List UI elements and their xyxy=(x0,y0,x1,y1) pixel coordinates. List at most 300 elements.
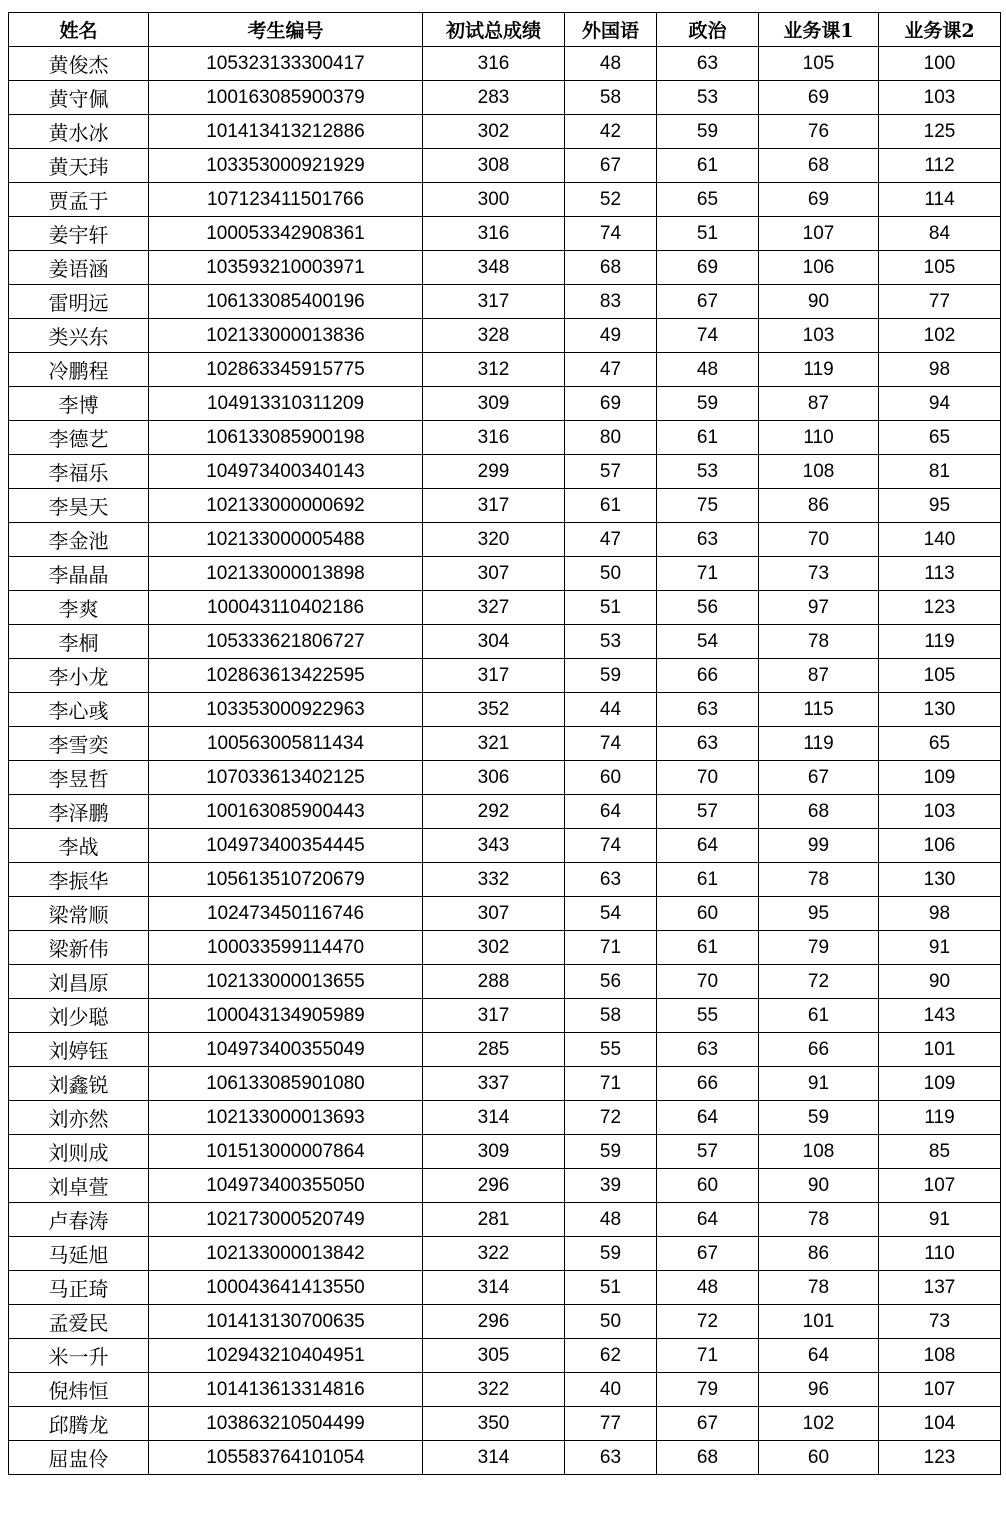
name-cell: 李桐 xyxy=(9,625,149,659)
candidate-id-cell: 100053342908361 xyxy=(149,217,423,251)
major-course-2-cell: 95 xyxy=(879,489,1001,523)
total-score-cell: 317 xyxy=(423,659,565,693)
major-course-1-cell: 59 xyxy=(759,1101,879,1135)
politics-cell: 63 xyxy=(657,727,759,761)
candidate-id-cell: 100043110402186 xyxy=(149,591,423,625)
foreign-language-cell: 47 xyxy=(565,523,657,557)
foreign-language-cell: 63 xyxy=(565,1441,657,1475)
name-cell: 姜语涵 xyxy=(9,251,149,285)
major-course-1-cell: 78 xyxy=(759,863,879,897)
major-course-2-cell: 98 xyxy=(879,897,1001,931)
foreign-language-cell: 57 xyxy=(565,455,657,489)
politics-cell: 70 xyxy=(657,761,759,795)
major-course-1-cell: 90 xyxy=(759,285,879,319)
candidate-id-cell: 103353000922963 xyxy=(149,693,423,727)
politics-cell: 61 xyxy=(657,863,759,897)
major-course-1-cell: 87 xyxy=(759,659,879,693)
foreign-language-cell: 53 xyxy=(565,625,657,659)
major-course-1-cell: 76 xyxy=(759,115,879,149)
politics-cell: 59 xyxy=(657,115,759,149)
total-score-cell: 309 xyxy=(423,387,565,421)
total-score-cell: 352 xyxy=(423,693,565,727)
major-course-1-cell: 86 xyxy=(759,1237,879,1271)
header-row xyxy=(9,13,1001,47)
major-course-1-cell: 119 xyxy=(759,727,879,761)
candidate-id-cell: 105333621806727 xyxy=(149,625,423,659)
total-score-cell: 327 xyxy=(423,591,565,625)
major-course-2-cell: 94 xyxy=(879,387,1001,421)
politics-cell: 61 xyxy=(657,149,759,183)
major-course-2-cell: 119 xyxy=(879,1101,1001,1135)
table-row xyxy=(9,1373,1001,1407)
total-score-cell: 321 xyxy=(423,727,565,761)
major-course-2-cell: 113 xyxy=(879,557,1001,591)
table-row xyxy=(9,1067,1001,1101)
header-major-course-2: 业务课2 xyxy=(879,13,1001,47)
total-score-cell: 296 xyxy=(423,1169,565,1203)
politics-cell: 57 xyxy=(657,1135,759,1169)
candidate-id-cell: 100163085900443 xyxy=(149,795,423,829)
header-total-score: 初试总成绩 xyxy=(423,13,565,47)
table-row xyxy=(9,1305,1001,1339)
header-candidate-id: 考生编号 xyxy=(149,13,423,47)
name-cell: 类兴东 xyxy=(9,319,149,353)
foreign-language-cell: 58 xyxy=(565,81,657,115)
politics-cell: 57 xyxy=(657,795,759,829)
table-row xyxy=(9,523,1001,557)
foreign-language-cell: 60 xyxy=(565,761,657,795)
name-cell: 李昊天 xyxy=(9,489,149,523)
table-row xyxy=(9,965,1001,999)
major-course-2-cell: 101 xyxy=(879,1033,1001,1067)
foreign-language-cell: 64 xyxy=(565,795,657,829)
major-course-1-cell: 78 xyxy=(759,625,879,659)
name-cell: 黄俊杰 xyxy=(9,47,149,81)
candidate-id-cell: 102133000013898 xyxy=(149,557,423,591)
foreign-language-cell: 68 xyxy=(565,251,657,285)
name-cell: 屈盅伶 xyxy=(9,1441,149,1475)
candidate-id-cell: 103863210504499 xyxy=(149,1407,423,1441)
total-score-cell: 299 xyxy=(423,455,565,489)
name-cell: 刘则成 xyxy=(9,1135,149,1169)
politics-cell: 67 xyxy=(657,1407,759,1441)
name-cell: 李振华 xyxy=(9,863,149,897)
foreign-language-cell: 56 xyxy=(565,965,657,999)
candidate-id-cell: 100043641413550 xyxy=(149,1271,423,1305)
major-course-1-cell: 115 xyxy=(759,693,879,727)
total-score-cell: 314 xyxy=(423,1441,565,1475)
major-course-2-cell: 114 xyxy=(879,183,1001,217)
name-cell: 梁新伟 xyxy=(9,931,149,965)
foreign-language-cell: 59 xyxy=(565,1135,657,1169)
major-course-2-cell: 103 xyxy=(879,81,1001,115)
politics-cell: 59 xyxy=(657,387,759,421)
table-row xyxy=(9,47,1001,81)
table-row xyxy=(9,387,1001,421)
foreign-language-cell: 59 xyxy=(565,659,657,693)
name-cell: 李金池 xyxy=(9,523,149,557)
total-score-cell: 308 xyxy=(423,149,565,183)
candidate-id-cell: 105583764101054 xyxy=(149,1441,423,1475)
politics-cell: 68 xyxy=(657,1441,759,1475)
table-row xyxy=(9,455,1001,489)
foreign-language-cell: 74 xyxy=(565,217,657,251)
politics-cell: 64 xyxy=(657,1203,759,1237)
major-course-2-cell: 125 xyxy=(879,115,1001,149)
major-course-2-cell: 65 xyxy=(879,421,1001,455)
total-score-cell: 312 xyxy=(423,353,565,387)
major-course-1-cell: 108 xyxy=(759,455,879,489)
table-row xyxy=(9,1271,1001,1305)
total-score-cell: 316 xyxy=(423,217,565,251)
candidate-id-cell: 102943210404951 xyxy=(149,1339,423,1373)
major-course-2-cell: 81 xyxy=(879,455,1001,489)
table-row xyxy=(9,421,1001,455)
candidate-id-cell: 100033599114470 xyxy=(149,931,423,965)
foreign-language-cell: 69 xyxy=(565,387,657,421)
major-course-2-cell: 123 xyxy=(879,1441,1001,1475)
candidate-id-cell: 106133085901080 xyxy=(149,1067,423,1101)
politics-cell: 54 xyxy=(657,625,759,659)
foreign-language-cell: 80 xyxy=(565,421,657,455)
major-course-2-cell: 102 xyxy=(879,319,1001,353)
major-course-2-cell: 84 xyxy=(879,217,1001,251)
politics-cell: 63 xyxy=(657,693,759,727)
total-score-cell: 317 xyxy=(423,999,565,1033)
foreign-language-cell: 59 xyxy=(565,1237,657,1271)
candidate-id-cell: 102473450116746 xyxy=(149,897,423,931)
major-course-1-cell: 86 xyxy=(759,489,879,523)
candidate-id-cell: 105613510720679 xyxy=(149,863,423,897)
politics-cell: 56 xyxy=(657,591,759,625)
table-header xyxy=(9,13,1001,47)
major-course-2-cell: 112 xyxy=(879,149,1001,183)
name-cell: 李博 xyxy=(9,387,149,421)
name-cell: 李爽 xyxy=(9,591,149,625)
politics-cell: 69 xyxy=(657,251,759,285)
major-course-1-cell: 119 xyxy=(759,353,879,387)
table-row xyxy=(9,149,1001,183)
table-row xyxy=(9,591,1001,625)
candidate-id-cell: 100563005811434 xyxy=(149,727,423,761)
foreign-language-cell: 48 xyxy=(565,1203,657,1237)
total-score-cell: 305 xyxy=(423,1339,565,1373)
major-course-1-cell: 107 xyxy=(759,217,879,251)
total-score-cell: 350 xyxy=(423,1407,565,1441)
major-course-1-cell: 64 xyxy=(759,1339,879,1373)
total-score-cell: 296 xyxy=(423,1305,565,1339)
politics-cell: 67 xyxy=(657,1237,759,1271)
total-score-cell: 302 xyxy=(423,115,565,149)
major-course-2-cell: 106 xyxy=(879,829,1001,863)
major-course-1-cell: 96 xyxy=(759,1373,879,1407)
major-course-1-cell: 110 xyxy=(759,421,879,455)
table-row xyxy=(9,931,1001,965)
major-course-1-cell: 101 xyxy=(759,1305,879,1339)
politics-cell: 61 xyxy=(657,931,759,965)
politics-cell: 72 xyxy=(657,1305,759,1339)
major-course-2-cell: 77 xyxy=(879,285,1001,319)
politics-cell: 63 xyxy=(657,1033,759,1067)
major-course-1-cell: 95 xyxy=(759,897,879,931)
candidate-id-cell: 104973400355049 xyxy=(149,1033,423,1067)
name-cell: 李战 xyxy=(9,829,149,863)
foreign-language-cell: 55 xyxy=(565,1033,657,1067)
table-row xyxy=(9,1339,1001,1373)
major-course-1-cell: 91 xyxy=(759,1067,879,1101)
foreign-language-cell: 42 xyxy=(565,115,657,149)
major-course-1-cell: 103 xyxy=(759,319,879,353)
major-course-1-cell: 66 xyxy=(759,1033,879,1067)
politics-cell: 48 xyxy=(657,353,759,387)
total-score-cell: 348 xyxy=(423,251,565,285)
name-cell: 刘婷钰 xyxy=(9,1033,149,1067)
major-course-2-cell: 91 xyxy=(879,931,1001,965)
table-row xyxy=(9,319,1001,353)
major-course-2-cell: 73 xyxy=(879,1305,1001,1339)
politics-cell: 53 xyxy=(657,81,759,115)
major-course-1-cell: 68 xyxy=(759,149,879,183)
table-row xyxy=(9,761,1001,795)
total-score-cell: 309 xyxy=(423,1135,565,1169)
candidate-id-cell: 102133000000692 xyxy=(149,489,423,523)
foreign-language-cell: 74 xyxy=(565,727,657,761)
major-course-2-cell: 100 xyxy=(879,47,1001,81)
major-course-1-cell: 72 xyxy=(759,965,879,999)
total-score-cell: 322 xyxy=(423,1373,565,1407)
major-course-2-cell: 130 xyxy=(879,693,1001,727)
name-cell: 刘亦然 xyxy=(9,1101,149,1135)
politics-cell: 55 xyxy=(657,999,759,1033)
foreign-language-cell: 44 xyxy=(565,693,657,727)
total-score-cell: 314 xyxy=(423,1101,565,1135)
candidate-id-cell: 104973400355050 xyxy=(149,1169,423,1203)
major-course-2-cell: 109 xyxy=(879,1067,1001,1101)
politics-cell: 75 xyxy=(657,489,759,523)
name-cell: 黄守佩 xyxy=(9,81,149,115)
total-score-cell: 320 xyxy=(423,523,565,557)
total-score-cell: 281 xyxy=(423,1203,565,1237)
name-cell: 李福乐 xyxy=(9,455,149,489)
name-cell: 李小龙 xyxy=(9,659,149,693)
foreign-language-cell: 54 xyxy=(565,897,657,931)
foreign-language-cell: 48 xyxy=(565,47,657,81)
major-course-2-cell: 91 xyxy=(879,1203,1001,1237)
politics-cell: 64 xyxy=(657,1101,759,1135)
total-score-cell: 337 xyxy=(423,1067,565,1101)
politics-cell: 60 xyxy=(657,897,759,931)
major-course-1-cell: 106 xyxy=(759,251,879,285)
politics-cell: 60 xyxy=(657,1169,759,1203)
candidate-id-cell: 103593210003971 xyxy=(149,251,423,285)
candidate-id-cell: 102863345915775 xyxy=(149,353,423,387)
table-row xyxy=(9,353,1001,387)
major-course-1-cell: 79 xyxy=(759,931,879,965)
foreign-language-cell: 51 xyxy=(565,1271,657,1305)
table-row xyxy=(9,1033,1001,1067)
candidate-id-cell: 102133000013842 xyxy=(149,1237,423,1271)
major-course-2-cell: 107 xyxy=(879,1373,1001,1407)
major-course-2-cell: 109 xyxy=(879,761,1001,795)
name-cell: 李心彧 xyxy=(9,693,149,727)
table-row xyxy=(9,693,1001,727)
table-row xyxy=(9,1237,1001,1271)
major-course-2-cell: 110 xyxy=(879,1237,1001,1271)
candidate-id-cell: 105323133300417 xyxy=(149,47,423,81)
politics-cell: 66 xyxy=(657,659,759,693)
major-course-1-cell: 69 xyxy=(759,183,879,217)
foreign-language-cell: 49 xyxy=(565,319,657,353)
major-course-2-cell: 105 xyxy=(879,659,1001,693)
table-row xyxy=(9,1441,1001,1475)
total-score-cell: 307 xyxy=(423,897,565,931)
table-row xyxy=(9,795,1001,829)
table-row xyxy=(9,1169,1001,1203)
total-score-cell: 314 xyxy=(423,1271,565,1305)
name-cell: 贾孟于 xyxy=(9,183,149,217)
name-cell: 黄天玮 xyxy=(9,149,149,183)
candidate-id-cell: 106133085900198 xyxy=(149,421,423,455)
major-course-1-cell: 105 xyxy=(759,47,879,81)
foreign-language-cell: 58 xyxy=(565,999,657,1033)
candidate-id-cell: 102133000005488 xyxy=(149,523,423,557)
total-score-cell: 283 xyxy=(423,81,565,115)
candidate-id-cell: 107033613402125 xyxy=(149,761,423,795)
foreign-language-cell: 71 xyxy=(565,931,657,965)
total-score-cell: 343 xyxy=(423,829,565,863)
name-cell: 刘昌原 xyxy=(9,965,149,999)
total-score-cell: 304 xyxy=(423,625,565,659)
politics-cell: 64 xyxy=(657,829,759,863)
name-cell: 邱腾龙 xyxy=(9,1407,149,1441)
major-course-1-cell: 69 xyxy=(759,81,879,115)
candidate-id-cell: 101413130700635 xyxy=(149,1305,423,1339)
candidate-id-cell: 102863613422595 xyxy=(149,659,423,693)
name-cell: 倪炜恒 xyxy=(9,1373,149,1407)
name-cell: 李晶晶 xyxy=(9,557,149,591)
foreign-language-cell: 61 xyxy=(565,489,657,523)
candidate-id-cell: 100043134905989 xyxy=(149,999,423,1033)
table-row xyxy=(9,1203,1001,1237)
candidate-id-cell: 104973400354445 xyxy=(149,829,423,863)
total-score-cell: 317 xyxy=(423,489,565,523)
name-cell: 刘卓萱 xyxy=(9,1169,149,1203)
major-course-1-cell: 99 xyxy=(759,829,879,863)
name-cell: 李德艺 xyxy=(9,421,149,455)
politics-cell: 63 xyxy=(657,523,759,557)
name-cell: 黄水冰 xyxy=(9,115,149,149)
foreign-language-cell: 39 xyxy=(565,1169,657,1203)
politics-cell: 61 xyxy=(657,421,759,455)
total-score-cell: 302 xyxy=(423,931,565,965)
total-score-cell: 332 xyxy=(423,863,565,897)
major-course-1-cell: 67 xyxy=(759,761,879,795)
foreign-language-cell: 47 xyxy=(565,353,657,387)
major-course-1-cell: 68 xyxy=(759,795,879,829)
name-cell: 孟爱民 xyxy=(9,1305,149,1339)
table-row xyxy=(9,81,1001,115)
major-course-1-cell: 60 xyxy=(759,1441,879,1475)
major-course-1-cell: 61 xyxy=(759,999,879,1033)
foreign-language-cell: 40 xyxy=(565,1373,657,1407)
name-cell: 卢春涛 xyxy=(9,1203,149,1237)
candidate-id-cell: 102133000013836 xyxy=(149,319,423,353)
candidate-id-cell: 102173000520749 xyxy=(149,1203,423,1237)
name-cell: 姜宇轩 xyxy=(9,217,149,251)
table-row xyxy=(9,1407,1001,1441)
table-row xyxy=(9,625,1001,659)
name-cell: 刘鑫锐 xyxy=(9,1067,149,1101)
name-cell: 冷鹏程 xyxy=(9,353,149,387)
total-score-cell: 316 xyxy=(423,47,565,81)
foreign-language-cell: 52 xyxy=(565,183,657,217)
table-row xyxy=(9,863,1001,897)
candidate-id-cell: 107123411501766 xyxy=(149,183,423,217)
name-cell: 马延旭 xyxy=(9,1237,149,1271)
candidate-id-cell: 104973400340143 xyxy=(149,455,423,489)
politics-cell: 71 xyxy=(657,1339,759,1373)
name-cell: 李泽鹏 xyxy=(9,795,149,829)
table-row xyxy=(9,217,1001,251)
header-politics: 政治 xyxy=(657,13,759,47)
major-course-2-cell: 103 xyxy=(879,795,1001,829)
table-row xyxy=(9,999,1001,1033)
major-course-1-cell: 73 xyxy=(759,557,879,591)
foreign-language-cell: 50 xyxy=(565,1305,657,1339)
name-cell: 米一升 xyxy=(9,1339,149,1373)
politics-cell: 67 xyxy=(657,285,759,319)
major-course-2-cell: 140 xyxy=(879,523,1001,557)
major-course-1-cell: 90 xyxy=(759,1169,879,1203)
name-cell: 马正琦 xyxy=(9,1271,149,1305)
name-cell: 刘少聪 xyxy=(9,999,149,1033)
total-score-cell: 322 xyxy=(423,1237,565,1271)
total-score-cell: 306 xyxy=(423,761,565,795)
name-cell: 梁常顺 xyxy=(9,897,149,931)
table-row xyxy=(9,1135,1001,1169)
header-major-course-1: 业务课1 xyxy=(759,13,879,47)
major-course-2-cell: 123 xyxy=(879,591,1001,625)
politics-cell: 63 xyxy=(657,47,759,81)
foreign-language-cell: 62 xyxy=(565,1339,657,1373)
table-row xyxy=(9,183,1001,217)
candidate-id-cell: 103353000921929 xyxy=(149,149,423,183)
politics-cell: 74 xyxy=(657,319,759,353)
major-course-1-cell: 78 xyxy=(759,1203,879,1237)
candidate-id-cell: 101413413212886 xyxy=(149,115,423,149)
major-course-2-cell: 104 xyxy=(879,1407,1001,1441)
foreign-language-cell: 74 xyxy=(565,829,657,863)
major-course-1-cell: 108 xyxy=(759,1135,879,1169)
foreign-language-cell: 67 xyxy=(565,149,657,183)
politics-cell: 48 xyxy=(657,1271,759,1305)
foreign-language-cell: 83 xyxy=(565,285,657,319)
candidate-id-cell: 106133085400196 xyxy=(149,285,423,319)
table-row xyxy=(9,659,1001,693)
total-score-cell: 285 xyxy=(423,1033,565,1067)
major-course-2-cell: 130 xyxy=(879,863,1001,897)
table-body xyxy=(9,47,1001,1475)
candidate-id-cell: 101513000007864 xyxy=(149,1135,423,1169)
table-row xyxy=(9,727,1001,761)
major-course-2-cell: 143 xyxy=(879,999,1001,1033)
politics-cell: 53 xyxy=(657,455,759,489)
total-score-cell: 317 xyxy=(423,285,565,319)
candidate-id-cell: 100163085900379 xyxy=(149,81,423,115)
table-row xyxy=(9,829,1001,863)
major-course-2-cell: 108 xyxy=(879,1339,1001,1373)
major-course-1-cell: 70 xyxy=(759,523,879,557)
